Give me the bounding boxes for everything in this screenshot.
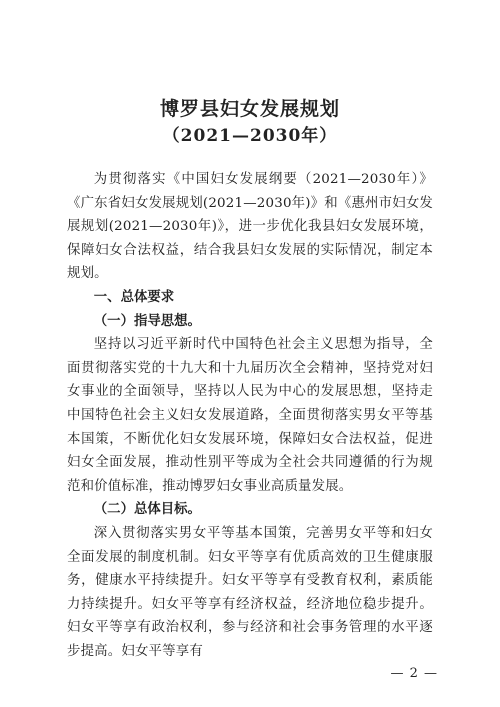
subsection-heading-overall-goals: （二）总体目标。: [93, 501, 201, 518]
section-heading-general-requirements: 一、总体要求: [93, 289, 175, 305]
subsection-heading-guiding-ideology: （一）指导思想。: [93, 312, 201, 329]
document-subtitle: （2021—2030年）: [162, 126, 338, 146]
overall-goals-paragraph: 深入贯彻落实男女平等基本国策，完善男女平等和妇女全面发展的制度机制。妇女平等享有优质高效的卫生健康服务，健康水平持续提升。妇女平等享有受教育权利，素质能力持续提升。妇女平等享有经济权益，经济地位稳步提升。妇女平等享有政治权利，参与经济和社会事务管理的水平逐步提高。妇女平等享有: [67, 525, 433, 659]
intro-paragraph: 为贯彻落实《中国妇女发展纲要（2021—2030年）》《广东省妇女发展规划(2021—2030年)》和《惠州市妇女发展规划(2021—2030年)》，进一步优化我县妇女发展环境，保障妇女合法权益，结合我县妇女发展的实际情况，制定本规划。: [67, 172, 434, 282]
guiding-ideology-paragraph: 坚持以习近平新时代中国特色社会主义思想为指导，全面贯彻落实党的十九大和十九届历次全会精神，坚持党对妇女事业的全面领导，坚持以人民为中心的发展思想，坚持走中国特色社会主义妇女发展道路，全面贯彻落实男女平等基本国策，不断优化妇女发展环境，保障妇女合法权益，促进妇女全面发展，推动性别平等成为全社会共同遵循的行为规范和价值标准，推动博罗妇女事业高质量发展。: [67, 337, 433, 494]
document-title: 博罗县妇女发展规划: [159, 98, 340, 120]
page-number: — 2 —: [390, 666, 438, 681]
document-body: [67, 168, 433, 663]
